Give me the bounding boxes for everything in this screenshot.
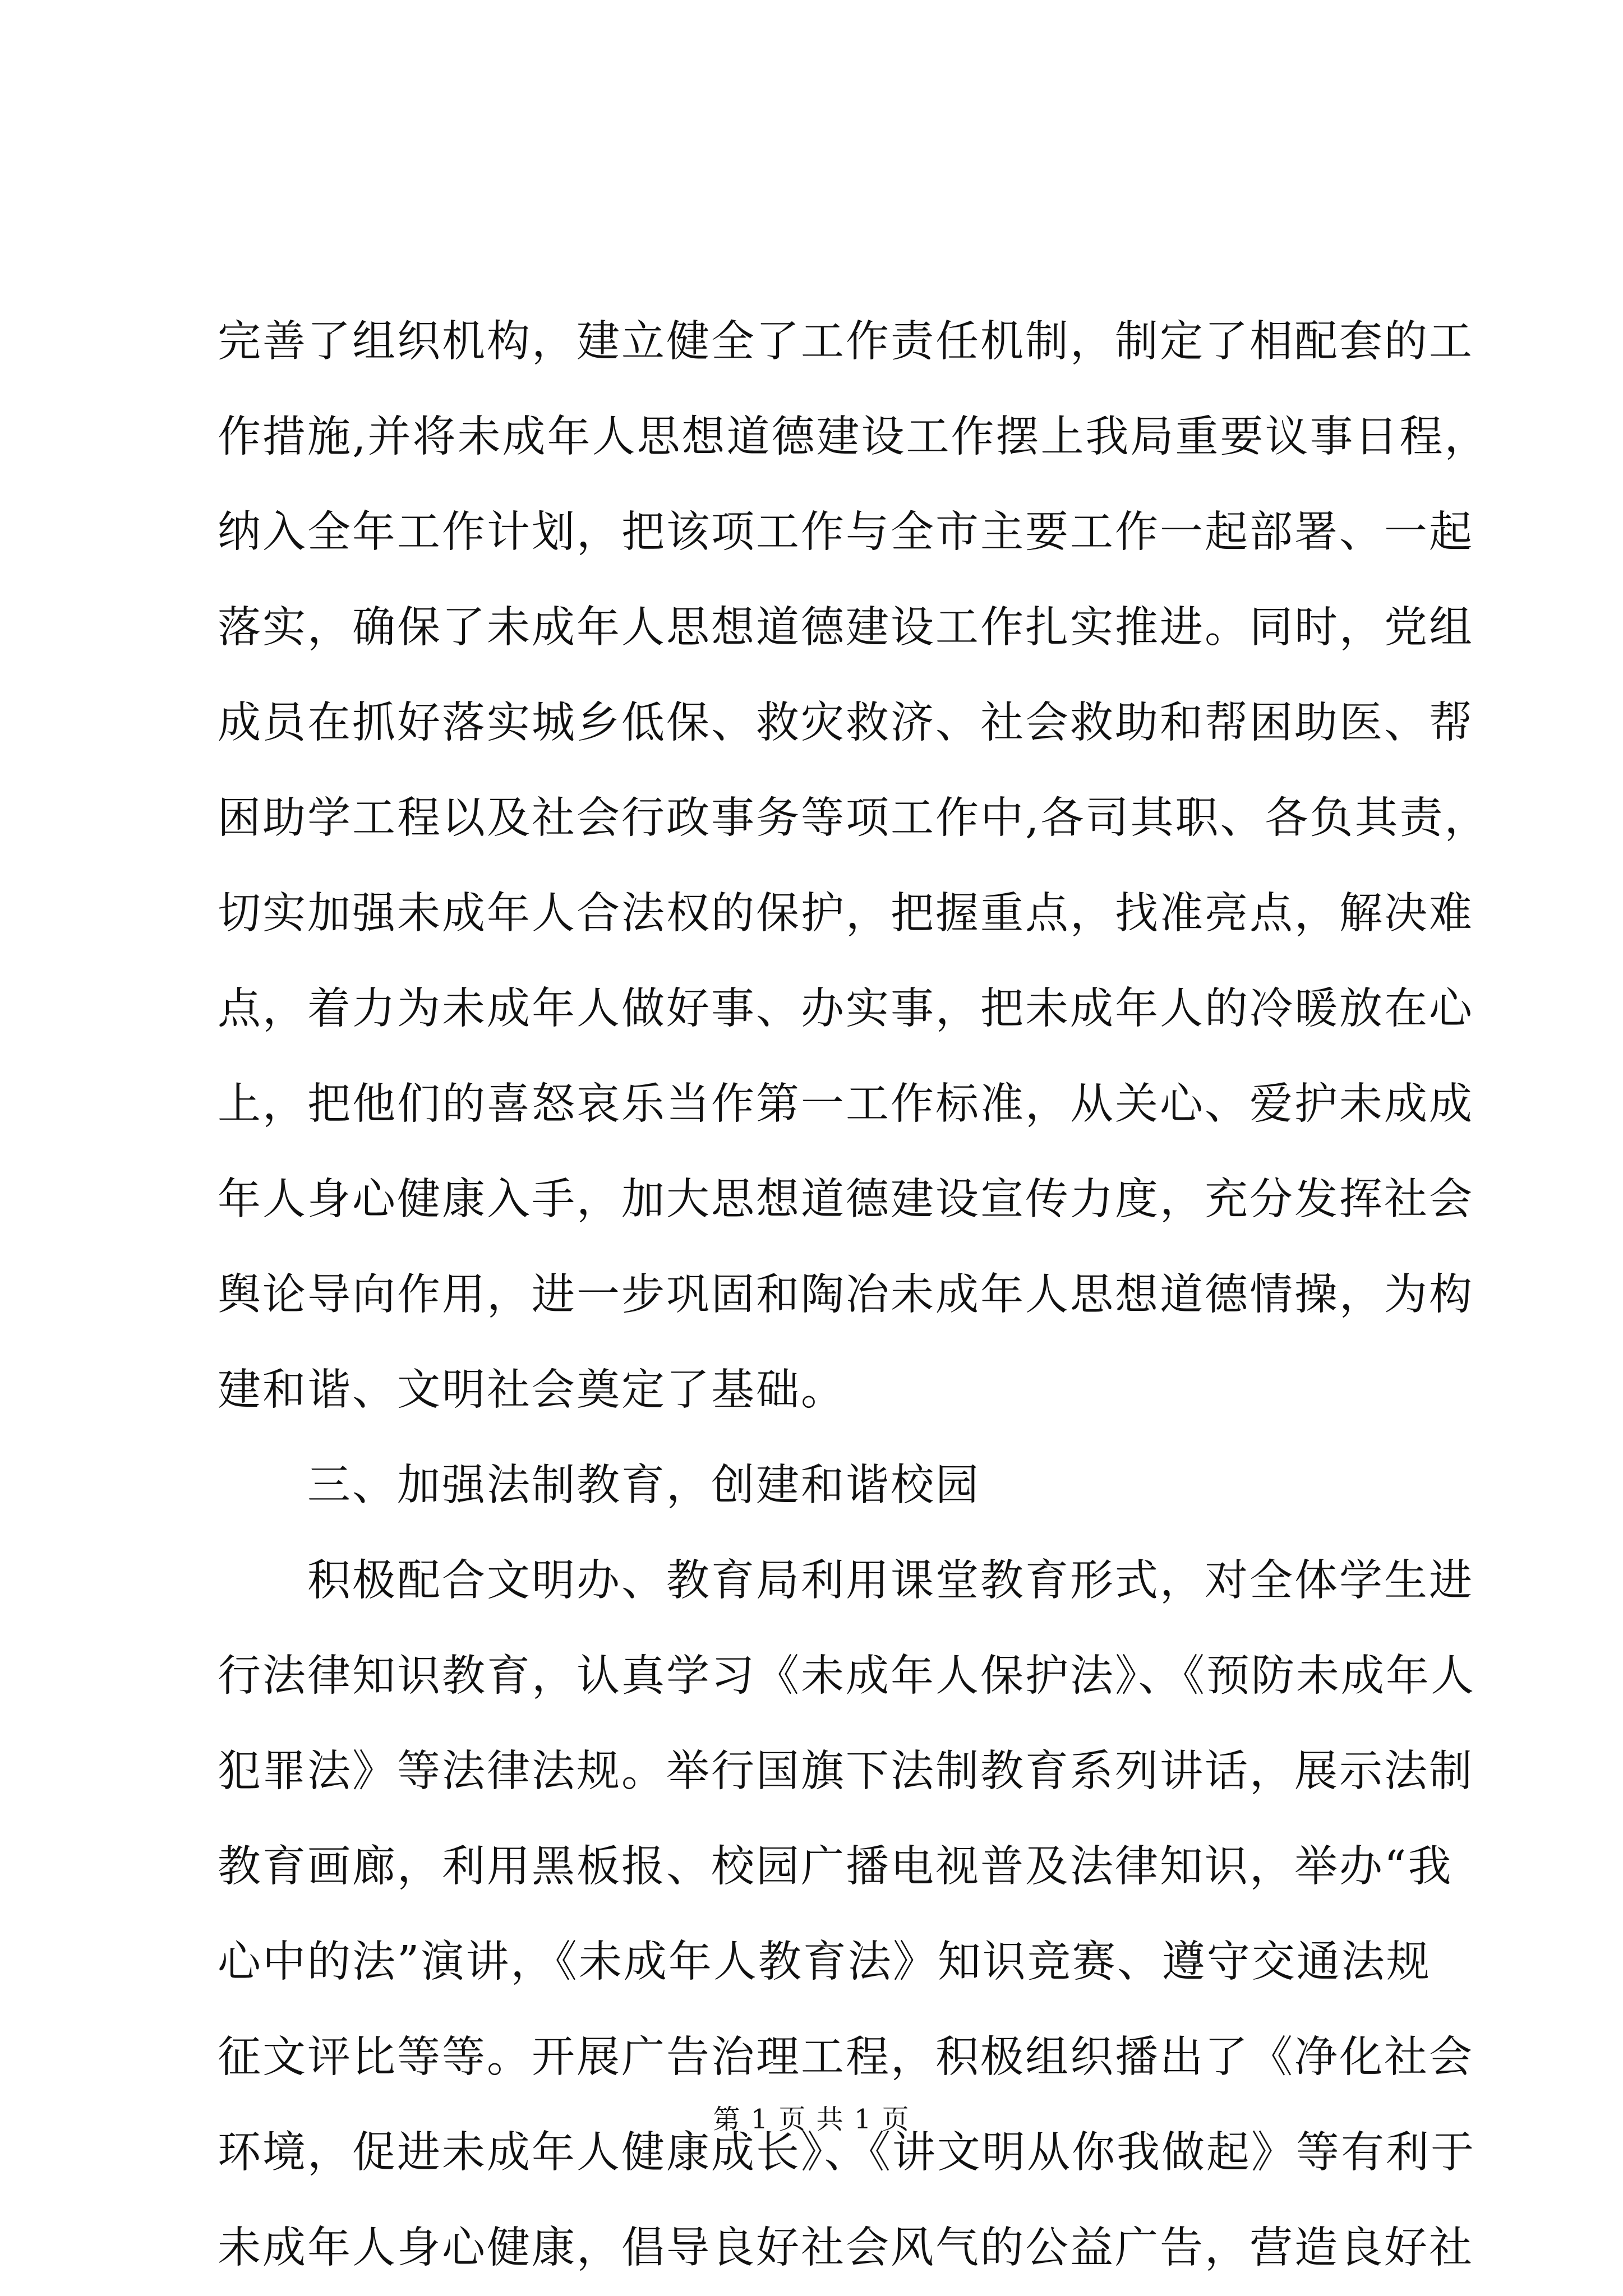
section-heading: 三、加强法制教育，创建和谐校园 [218,1461,980,1510]
text-line: 积极配合文明办、教育局利用课堂教育形式，对全体学生进 [218,1556,1474,1606]
text-line: 成员在抓好落实城乡低保、救灾救济、社会救助和帮困助医、帮 [218,698,1474,748]
text-line: 行法律知识教育，认真学习《未成年人保护法》、《预防未成年人 [218,1651,1476,1701]
text-line: 征文评比等等。开展广告治理工程，积极组织播出了《净化社会 [218,2032,1474,2082]
text-line: 未成年人身心健康，倡导良好社会风气的公益广告，营造良好社 [218,2223,1474,2273]
body-text [218,294,1490,2296]
text-line: 犯罪法》等法律法规。举行国旗下法制教育系列讲话，展示法制 [218,1747,1474,1796]
text-line: 教育画廊，利用黑板报、校园广播电视普及法律知识，举办“我 [218,1842,1453,1892]
text-line: 困助学工程以及社会行政事务等项工作中,各司其职、各负其责， [218,793,1490,843]
text-line: 落实，确保了未成年人思想道德建设工作扎实推进。同时，党组 [218,603,1474,653]
text-line: 心中的法”演讲，《未成年人教育法》知识竞赛、遵守交通法规 [218,1937,1431,1987]
text-line: 上，把他们的喜怒哀乐当作第一工作标准，从关心、爱护未成成 [218,1079,1474,1129]
text-line: 纳入全年工作计划，把该项工作与全市主要工作一起部署、一起 [218,507,1474,557]
text-line: 建和谐、文明社会奠定了基础。 [218,1365,846,1415]
text-line: 年人身心健康入手，加大思想道德建设宣传力度，充分发挥社会 [218,1175,1474,1225]
text-line: 点，着力为未成年人做好事、办实事，把未成年人的冷暖放在心 [218,984,1474,1034]
text-line: 作措施,并将未成年人思想道德建设工作摆上我局重要议事日程， [218,412,1490,462]
page-footer: 第 1 页 共 1 页 [713,2104,910,2135]
text-line: 完善了组织机构，建立健全了工作责任机制，制定了相配套的工 [218,317,1474,367]
text-line: 环境，促进未成年人健康成长》、《讲文明从你我做起》等有利于 [218,2128,1476,2178]
text-line: 切实加强未成年人合法权的保护，把握重点，找准亮点，解决难 [218,889,1474,939]
text-line: 舆论导向作用，进一步巩固和陶冶未成年人思想道德情操，为构 [218,1270,1474,1320]
